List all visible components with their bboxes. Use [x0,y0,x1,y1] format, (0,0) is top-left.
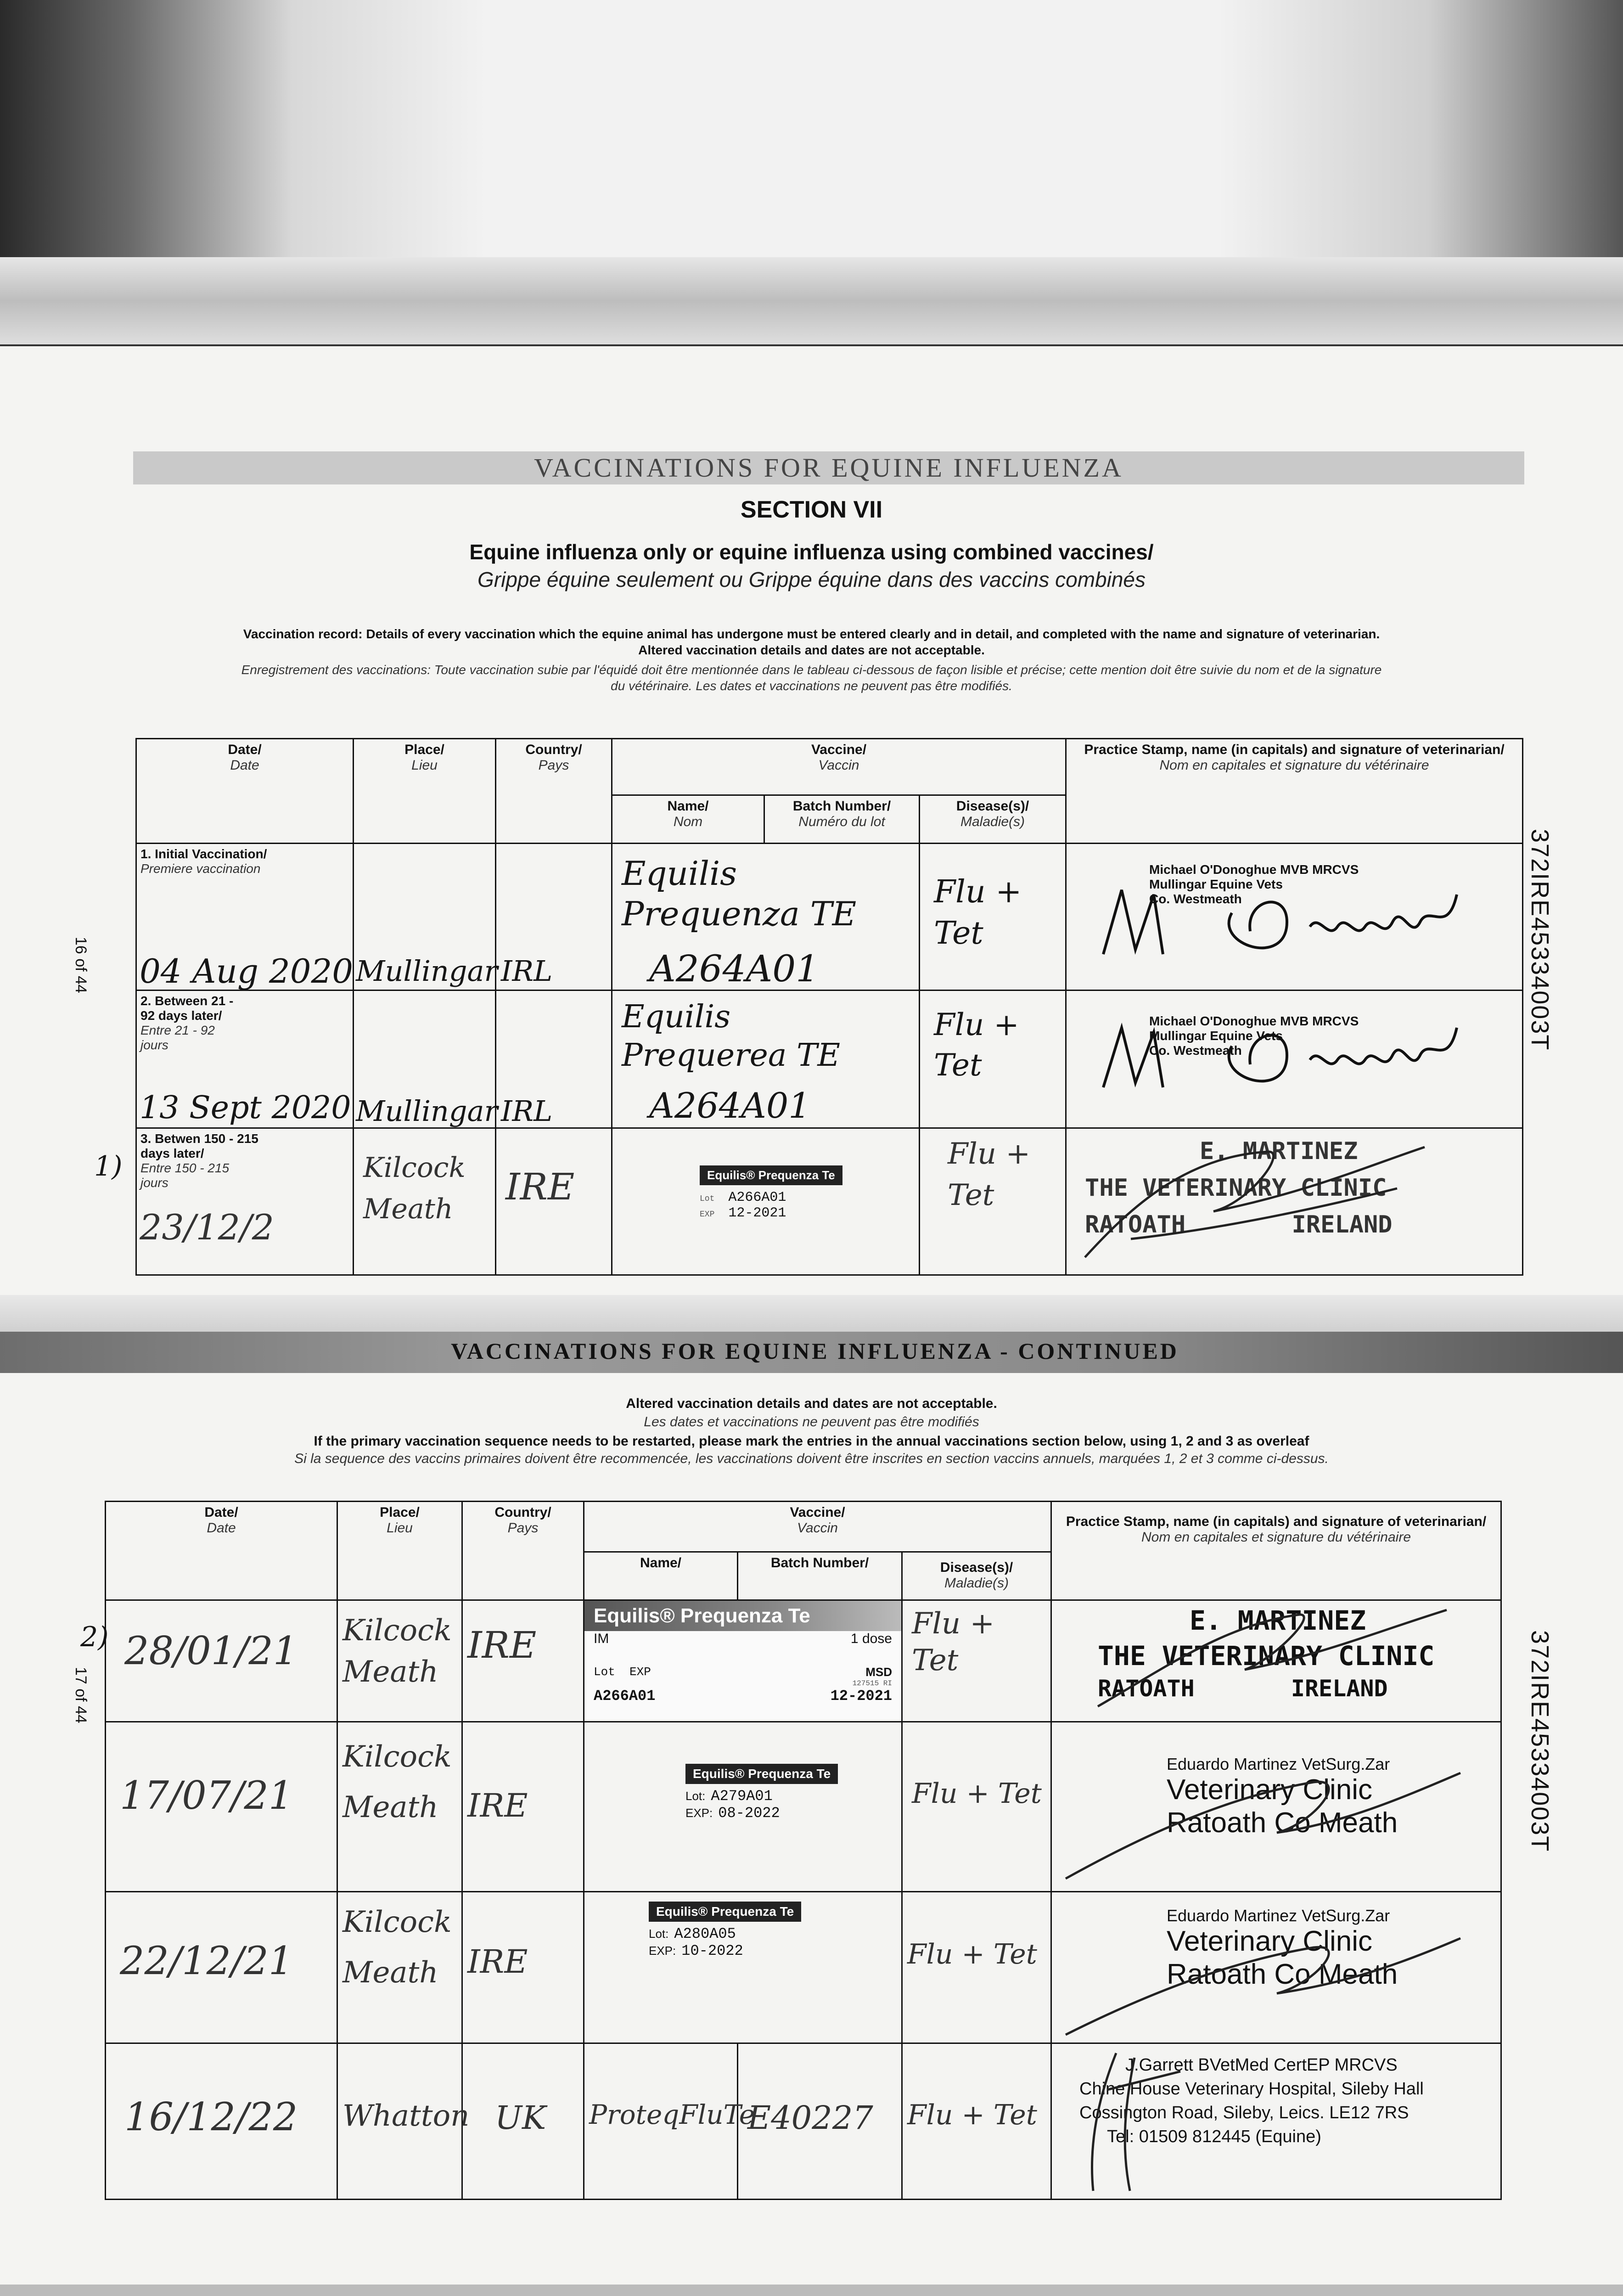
row-place-cell [337,1892,462,2043]
row-vaccine-cell [612,844,920,990]
margin-mark: 2) [80,1621,109,1653]
vet-stamp: J.Garrett BVetMed CertEP MRCVS Chine House Veterinary Hospital, Sileby Hall Cossington Road, Sileby, Leics. LE12 7RS Tel: 01509 812445 (Equine) [1079,2055,1424,2146]
vet-signature [1079,1605,1483,1720]
place-value: Kilcock Meath [343,1614,452,1689]
row-stamp-cell [1051,1722,1501,1892]
subtitle-en: Equine influenza only or equine influenza using combined vaccines/ [469,540,1154,564]
vaccine-sticker: Equilis® Prequenza Te Lot A266A01 EXP 12-2021 [700,1165,851,1234]
row-country-cell [462,1892,584,2043]
header-vaccine: Vaccine/ Vaccin [584,1502,1051,1552]
row-vaccine-cell [584,1892,902,2043]
note-en-2: Altered vaccination details and dates are not acceptable. [638,643,985,657]
date-value: 17/07/21 [120,1773,293,1818]
date-value: 22/12/21 [120,1938,293,1983]
date-value: 23/12/2 [140,1207,274,1248]
page-label: 17 of 44 [72,1667,90,1723]
row-date-cell [106,1600,337,1722]
vet-stamp: Michael O'Donoghue MVB MRCVS Mullingar Equine Vets Co. Westmeath [1149,1014,1359,1058]
row-vaccine-cell [612,990,920,1128]
row-disease-cell [920,990,1066,1128]
row-vaccine-cell [612,1128,920,1275]
row-country-cell [462,2043,584,2200]
disease-value: Flu + Tet [912,1778,1042,1810]
disease-value: Flu + Tet [934,874,1022,951]
header-disease: Disease(s)/ Maladie(s) [902,1552,1051,1600]
table-row [136,990,1523,1128]
vet-signature [1061,2044,1245,2195]
top-fold-band [0,257,1623,346]
header-date: Date/ Date [106,1502,337,1600]
country-value: IRL [501,1094,553,1128]
row-disease-cell [920,1128,1066,1275]
row-batch-cell [738,2043,902,2200]
passport-id: 372IRE45334003T [1526,1630,1554,1852]
place-value: Kilcock Meath [363,1152,466,1225]
row-stamp-cell [1051,2043,1501,2200]
header-stamp: Practice Stamp, name (in capitals) and signature of veterinarian/ Nom en capitales et signature du vétérinaire [1051,1502,1501,1600]
header-stamp: Practice Stamp, name (in capitals) and signature of veterinarian/ Nom en capitales et signature du vétérinaire [1066,739,1523,844]
row-place-cell [337,1600,462,1722]
vet-signature [1056,1902,1470,2039]
row-date-cell [106,2043,337,2200]
row-country-cell [496,990,612,1128]
row-disease-cell [902,1600,1051,1722]
row-place-cell [354,844,496,990]
vet-signature [1056,1732,1470,1888]
header-batch: Batch Number/ [738,1552,902,1600]
vet-stamp: Eduardo Martinez VetSurg.Zar Veterinary Clinic Ratoath Co Meath [1167,1755,1398,1839]
row-name-cell [584,2043,755,2200]
header-date: Date/ Date [136,739,354,844]
header-disease: Disease(s)/ Maladie(s) [920,795,1066,844]
batch-value: E40227 [747,2099,873,2137]
header-vaccine: Vaccine/ Vaccin [612,739,1066,795]
row-date-cell: 1. Initial Vaccination/ Premiere vaccination 04 Aug 2020 [136,844,354,990]
place-value: Mullingar [356,954,498,988]
row-stamp-cell [1051,1892,1501,2043]
date-value: 04 Aug 2020 [140,952,354,990]
row-place-cell [337,2043,470,2200]
subtitle-fr: Grippe équine seulement ou Grippe équine dans des vaccins combinés [477,568,1146,591]
disease-value: Flu + Tet [907,2099,1037,2131]
note-fr-1: Enregistrement des vaccinations: Toute vaccination subie par l'équidé doit être mentionnée dans le tableau ci-dessous de façon lisible et précise; cette mention doit être suivie du nom et de la signature [241,663,1382,677]
header-country: Country/ Pays [462,1502,584,1600]
table-row [136,844,1523,990]
row-country-cell [462,1722,584,1892]
country-value: IRE [505,1165,575,1208]
row-date-cell [106,1892,337,2043]
row-place-cell [354,1128,496,1275]
page-label: 16 of 44 [72,937,90,993]
header-place: Place/ Lieu [354,739,496,844]
disease-value: Flu + Tet [907,1938,1037,1970]
row-country-cell [462,1600,584,1722]
row-disease-cell [920,844,1066,990]
row-place-cell [354,990,496,1128]
passport-id: 372IRE45334003T [1526,829,1554,1051]
place-value: Whatton [343,2099,470,2133]
vaccine-sticker: Equilis® Prequenza Te Lot: A280A05 EXP: 10-2022 [649,1902,805,1970]
vet-signature [1076,1138,1489,1266]
vet-stamp: Eduardo Martinez VetSurg.Zar Veterinary Clinic Ratoath Co Meath [1167,1906,1398,1990]
margin-mark: 1) [94,1150,123,1182]
table-row [106,1722,1501,1892]
vaccine-name: Equilis Prequerea TE [622,999,840,1074]
disease-value: Flu + Tet [912,1607,995,1677]
row-country-cell [496,1128,612,1275]
note2-fr-1: Les dates et vaccinations ne peuvent pas être modifiés [644,1414,979,1429]
vaccine-name: Equilis Prequenza TE [622,854,857,933]
table-row [136,1128,1523,1275]
table-row [106,1600,1501,1722]
row-stamp-cell [1066,990,1523,1128]
row-vaccine-cell [584,1722,902,1892]
row-stamp-cell [1066,844,1523,990]
clinic-stamp: E. MARTINEZ THE VETERINARY CLINIC RATOATH IRELAND [1098,1605,1435,1702]
header-name: Name/ [584,1552,738,1600]
vaccination-table-2 [105,1501,1502,2200]
date-value: 16/12/22 [124,2094,298,2139]
header-name: Name/ Nom [612,795,764,844]
country-value: IRE [467,1787,528,1824]
place-value: Kilcock Meath [343,1905,452,1990]
country-value: IRE [467,1943,528,1981]
row-place-cell [337,1722,462,1892]
row-date-cell [106,1722,337,1892]
note-en-1: Vaccination record: Details of every vaccination which the equine animal has undergone must be entered clearly and in detail, and completed with the name and signature of veterinarian. [243,627,1380,641]
row-disease-cell [902,1722,1051,1892]
top-shadow [0,0,1623,257]
header-country: Country/ Pays [496,739,612,844]
row-stamp-cell [1066,1128,1523,1275]
row-disease-cell [902,1892,1051,2043]
row-country-cell [496,844,612,990]
section2-banner: VACCINATIONS FOR EQUINE INFLUENZA - CONTINUED [451,1338,1179,1364]
vaccine-sticker: Equilis® Prequenza Te IM 1 dose Lot EXP MSD 127515 RI A266A01 12-2021 [584,1601,901,1719]
note2-fr-2: Si la sequence des vaccins primaires doivent être recommencée, les vaccinations doivent être inscrites en section vaccins annuels, marquées 1, 2 et 3 comme ci-dessus. [294,1451,1329,1466]
vaccination-table-1 [135,738,1523,1276]
vet-signature [1094,872,1507,973]
clinic-stamp: E. MARTINEZ THE VETERINARY CLINIC RATOATH IRELAND [1085,1137,1393,1238]
batch-value: A264A01 [649,1085,811,1126]
header-place: Place/ Lieu [337,1502,462,1600]
country-value: UK [495,2099,546,2137]
disease-value: Flu + Tet [948,1137,1031,1212]
vaccine-name: ProteqFluTe [589,2099,755,2130]
row-vaccine-cell [584,1600,902,1722]
note2-en-2: If the primary vaccination sequence needs to be restarted, please mark the entries in the annual vaccinations section below, using 1, 2 and 3 as overleaf [314,1434,1309,1449]
table-row [106,2043,1501,2200]
section-title: SECTION VII [740,496,883,523]
section1-banner: VACCINATIONS FOR EQUINE INFLUENZA [133,451,1524,484]
bottom-edge [0,2285,1623,2296]
note-fr-2: du vétérinaire. Les dates et vaccinations ne peuvent pas être modifiés. [611,679,1012,693]
row-stamp-cell [1051,1600,1501,1722]
date-value: 13 Sept 2020 [140,1090,351,1126]
vaccine-sticker: Equilis® Prequenza Te Lot: A279A01 EXP: 08-2022 [685,1764,842,1833]
country-value: IRL [501,954,553,988]
note2-en-1: Altered vaccination details and dates are not acceptable. [626,1396,997,1411]
row-date-cell: 3. Betwen 150 - 215 days later/ Entre 150 - 215 jours 23/12/2 [136,1128,354,1275]
disease-value: Flu + Tet [934,1007,1019,1083]
vet-stamp: Michael O'Donoghue MVB MRCVS Mullingar Equine Vets Co. Westmeath [1149,862,1359,906]
table-row [106,1892,1501,2043]
place-value: Kilcock Meath [343,1740,452,1824]
row-date-cell: 2. Between 21 - 92 days later/ Entre 21 - 92 jours 13 Sept 2020 [136,990,354,1128]
country-value: IRE [467,1624,537,1666]
middle-fold [0,1295,1623,1332]
vet-signature [1094,1009,1507,1110]
place-value: Mullingar [356,1094,498,1128]
row-disease-cell [902,2043,1051,2200]
date-value: 28/01/21 [124,1628,298,1673]
batch-value: A264A01 [649,947,820,990]
header-batch: Batch Number/ Numéro du lot [764,795,920,844]
